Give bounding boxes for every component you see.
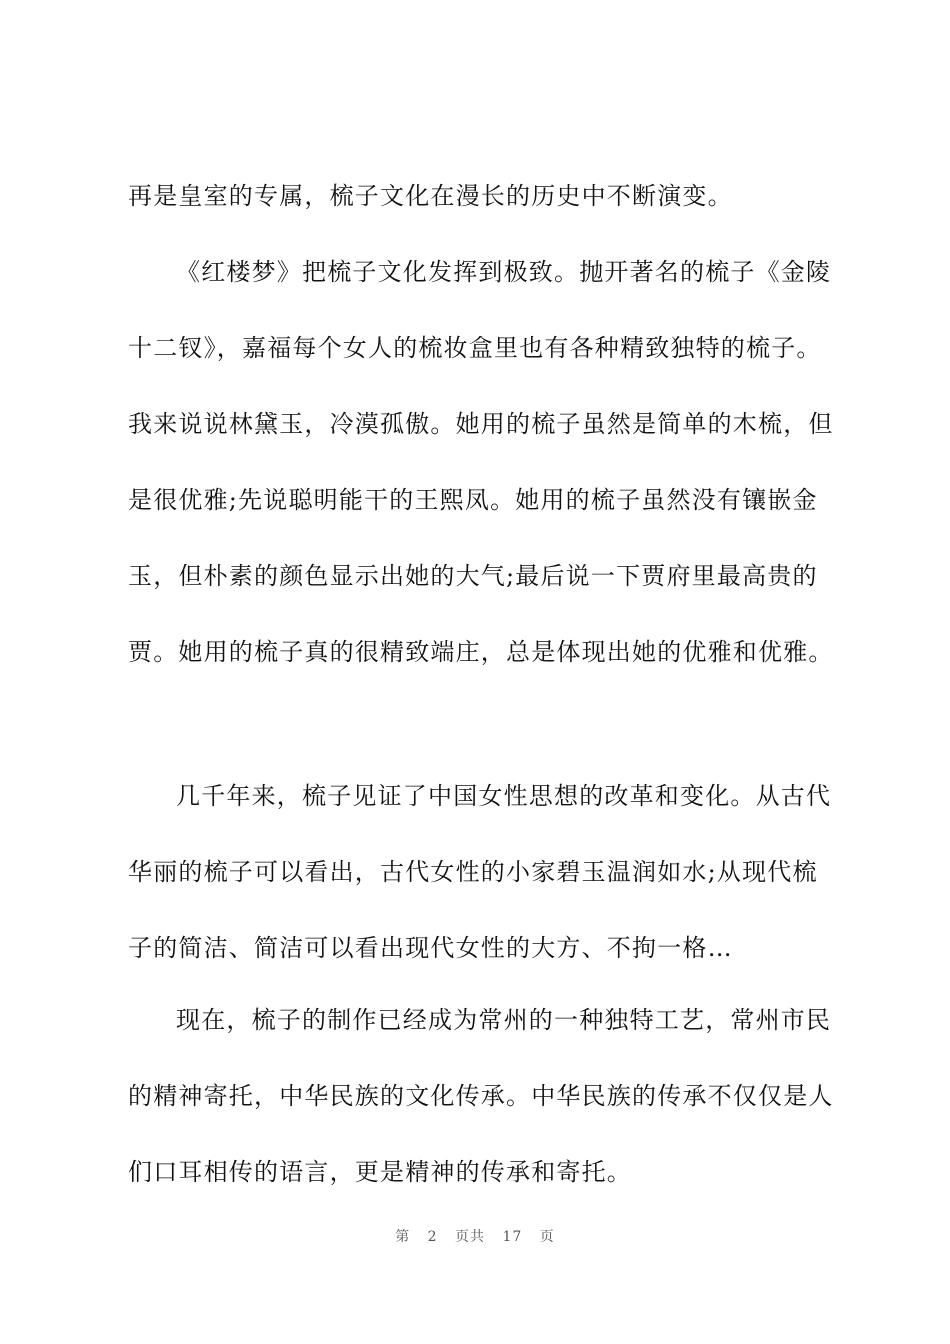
paragraph-2-line-2: 十二钗》，嘉福每个女人的梳妆盒里也有各种精致独特的梳子。 [128, 334, 822, 362]
footer-label-end: 页 [539, 1229, 555, 1245]
footer-label-page: 第 [395, 1229, 411, 1245]
paragraph-2-line-1: 《红楼梦》把梳子文化发挥到极致。抛开著名的梳子《金陵 [176, 258, 832, 286]
paragraph-2-line-4: 是很优雅;先说聪明能干的王熙凤。她用的梳子虽然没有镶嵌金 [128, 486, 818, 514]
paragraph-4-line-2: 的精神寄托，中华民族的文化传承。中华民族的传承不仅仅是人 [128, 1082, 834, 1110]
paragraph-2-line-5: 玉，但朴素的颜色显示出她的大气;最后说一下贾府里最高贵的 [128, 562, 818, 590]
paragraph-3-line-3: 子的简洁、简洁可以看出现代女性的大方、不拘一格… [128, 934, 733, 962]
paragraph-4-line-1: 现在，梳子的制作已经成为常州的一种独特工艺，常州市民 [176, 1006, 832, 1034]
paragraph-4-line-3: 们口耳相传的语言，更是精神的传承和寄托。 [128, 1158, 632, 1186]
paragraph-2-line-6: 贾。她用的梳子真的很精致端庄，总是体现出她的优雅和优雅。 [128, 638, 834, 666]
paragraph-3-line-1: 几千年来，梳子见证了中国女性思想的改革和变化。从古代 [176, 782, 832, 810]
footer-label-of: 页共 [455, 1229, 486, 1245]
paragraph-2-line-3: 我来说说林黛玉，冷漠孤傲。她用的梳子虽然是简单的木梳，但 [128, 410, 834, 438]
paragraph-3-line-2: 华丽的梳子可以看出，古代女性的小家碧玉温润如水;从现代梳 [128, 858, 818, 886]
paragraph-1-line-1: 再是皇室的专属，梳子文化在漫长的历史中不断演变。 [128, 182, 733, 210]
page-footer [0, 1226, 950, 1246]
footer-total-pages: 17 [502, 1229, 523, 1245]
footer-current-page: 2 [427, 1229, 438, 1245]
